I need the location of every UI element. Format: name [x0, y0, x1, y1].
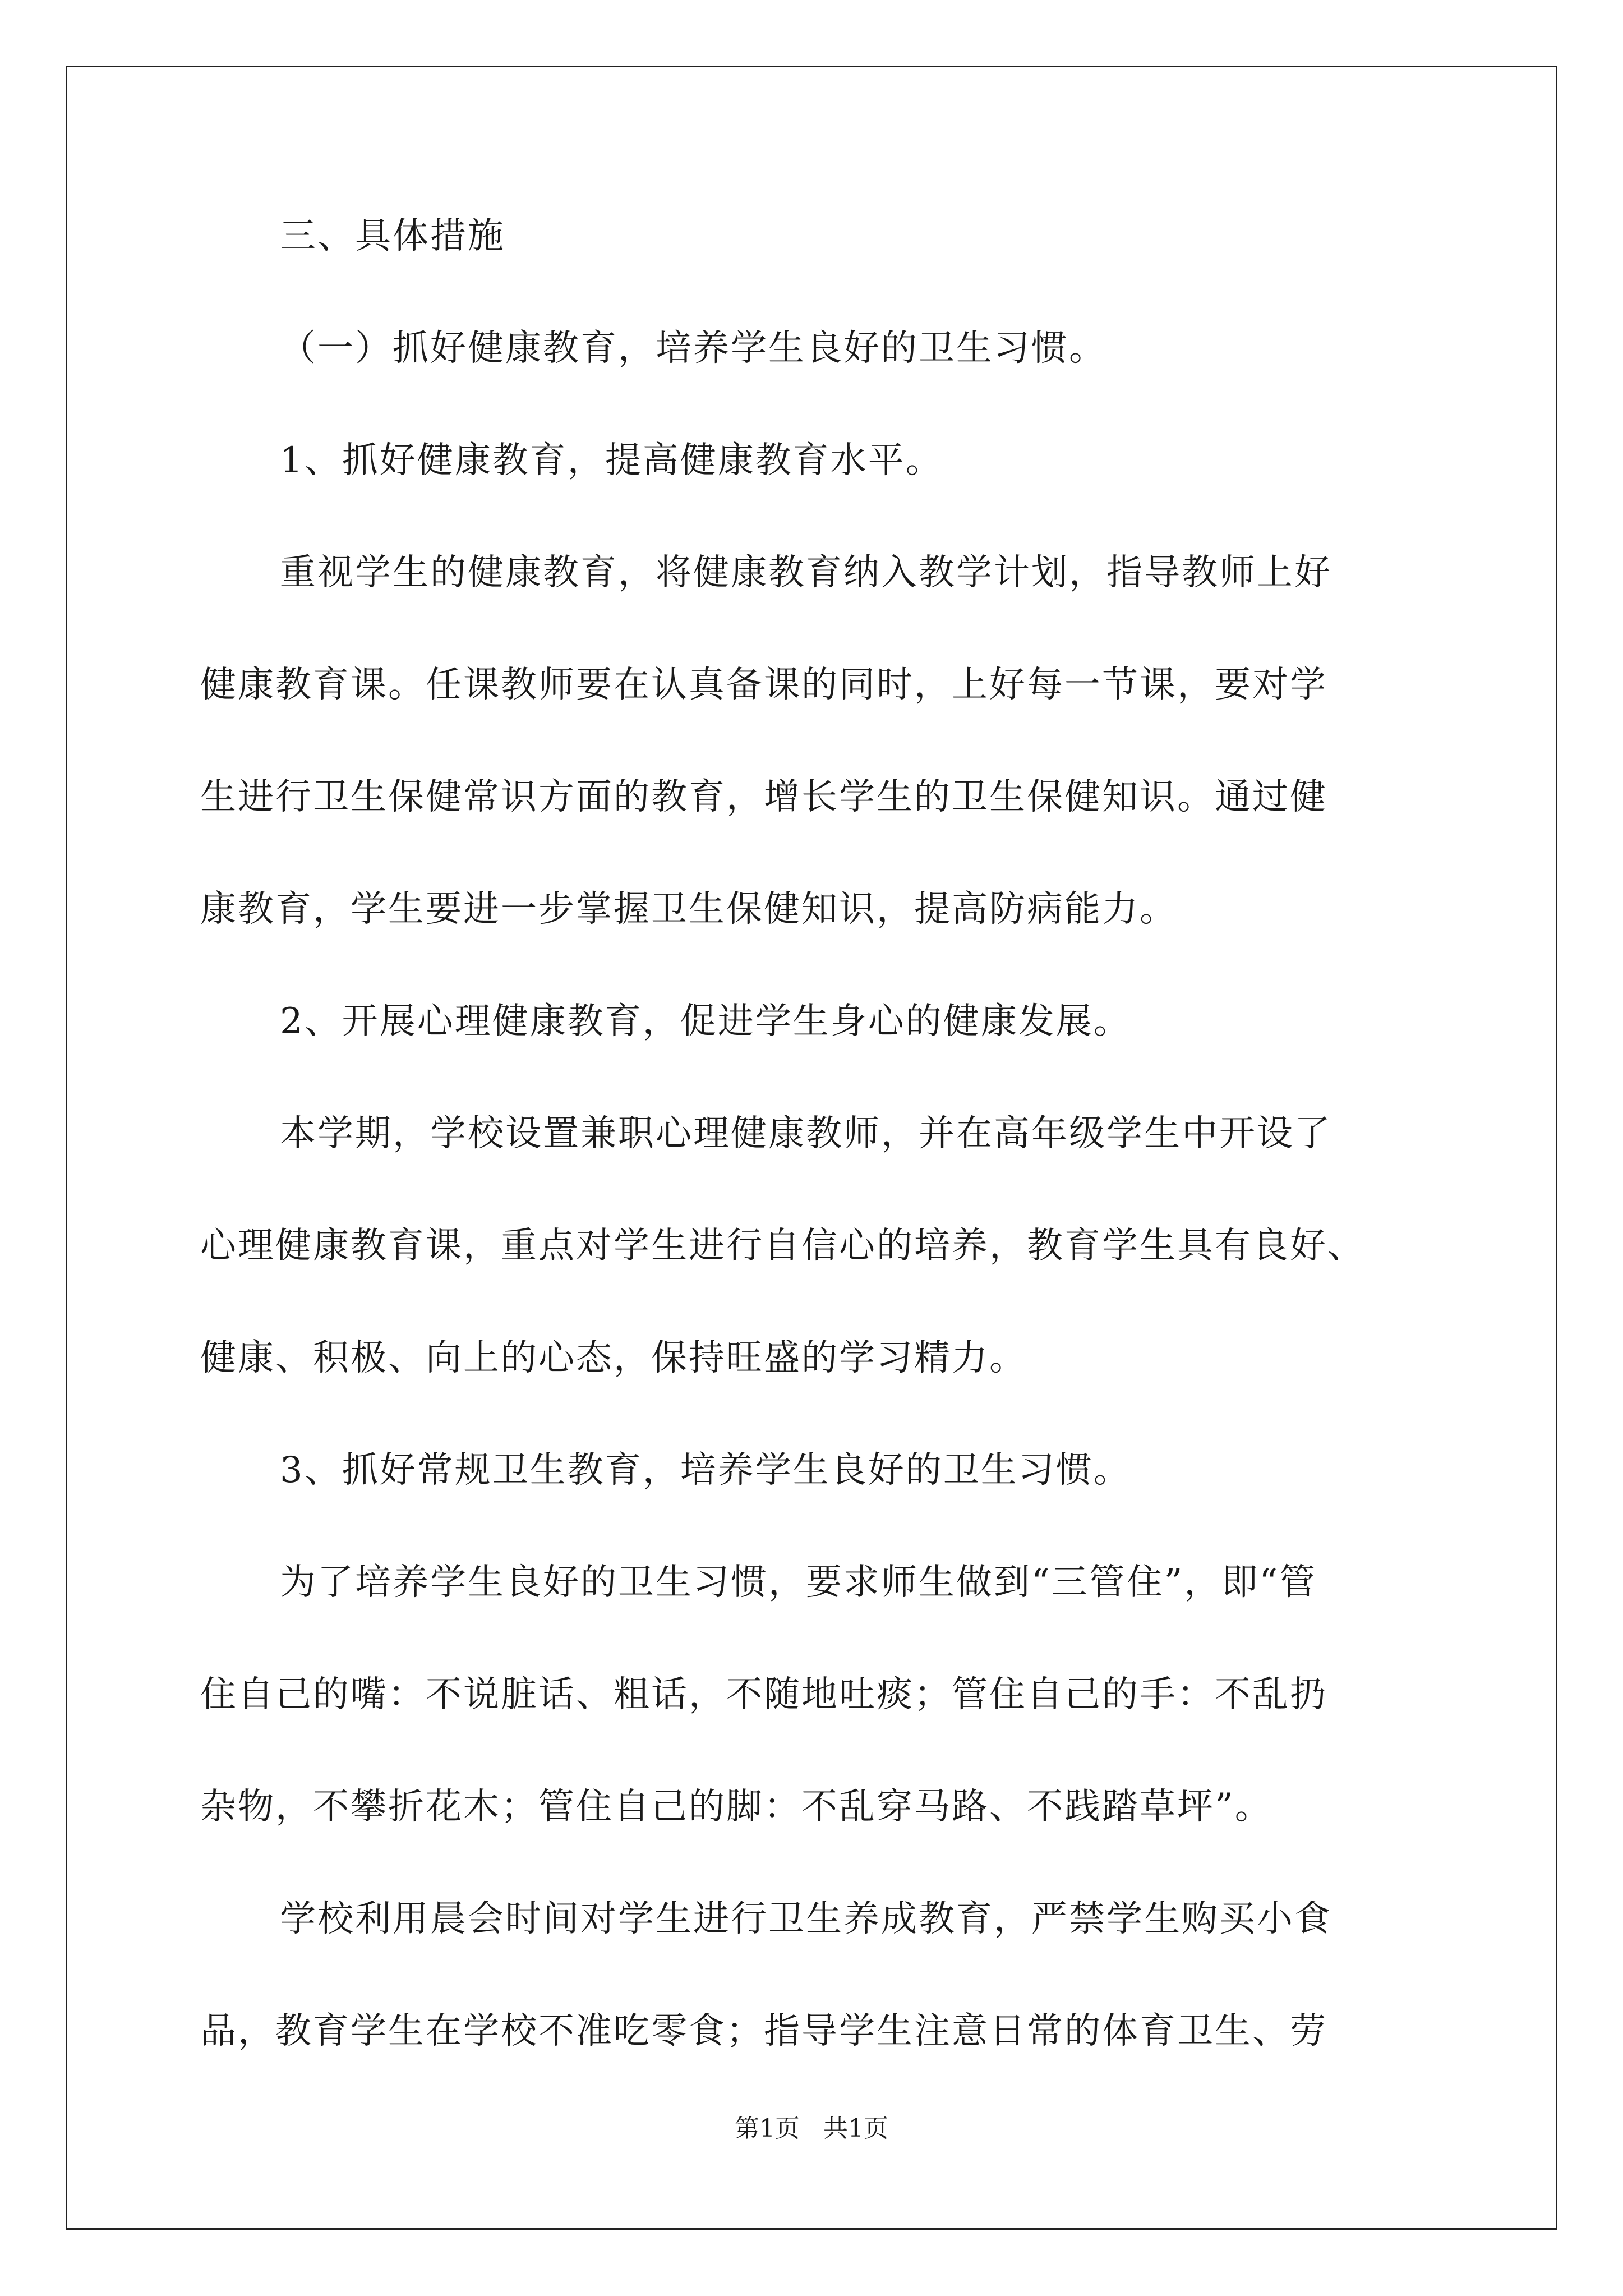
paragraph-line: 健康、积极、向上的心态，保持旺盛的学习精力。 — [200, 1337, 1027, 1379]
page-number-total: 共1页 — [823, 2114, 888, 2143]
paragraph-line: 健康教育课。任课教师要在认真备课的同时，上好每一节课，要对学 — [200, 664, 1327, 706]
paragraph-line: 住自己的嘴：不说脏话、粗话，不随地吐痰；管住自己的手：不乱扔 — [200, 1674, 1327, 1715]
paragraph-line: 学校利用晨会时间对学生进行卫生养成教育，严禁学生购买小食 — [280, 1898, 1332, 1940]
paragraph-line: 生进行卫生保健常识方面的教育，增长学生的卫生保健知识。通过健 — [200, 776, 1327, 818]
paragraph-line: 本学期，学校设置兼职心理健康教师，并在高年级学生中开设了 — [280, 1113, 1332, 1154]
page-number-current: 第1页 — [735, 2114, 800, 2143]
paragraph-line: 心理健康教育课，重点对学生进行自信心的培养，教育学生具有良好、 — [200, 1225, 1365, 1267]
document-body — [200, 216, 1462, 2051]
item-heading-3: 3、抓好常规卫生教育，培养学生良好的卫生习惯。 — [280, 1450, 1131, 1491]
section-heading: 三、具体措施 — [280, 215, 505, 257]
paragraph-line: 重视学生的健康教育，将健康教育纳入教学计划，指导教师上好 — [280, 552, 1332, 593]
paragraph-line: 为了培养学生良好的卫生习惯，要求师生做到“三管住”，即“管 — [280, 1562, 1317, 1603]
subsection-heading: （一）抓好健康教育，培养学生良好的卫生习惯。 — [280, 328, 1106, 369]
item-heading-1: 1、抓好健康教育，提高健康教育水平。 — [280, 440, 943, 481]
item-heading-2: 2、开展心理健康教育，促进学生身心的健康发展。 — [280, 1001, 1131, 1042]
paragraph-line: 品，教育学生在学校不准吃零食；指导学生注意日常的体育卫生、劳 — [200, 2010, 1327, 2052]
paragraph-line: 康教育，学生要进一步掌握卫生保健知识，提高防病能力。 — [200, 889, 1177, 930]
paragraph-line: 杂物，不攀折花木；管住自己的脚：不乱穿马路、不践踏草坪”。 — [200, 1786, 1272, 1828]
page-footer — [0, 2115, 1623, 2143]
